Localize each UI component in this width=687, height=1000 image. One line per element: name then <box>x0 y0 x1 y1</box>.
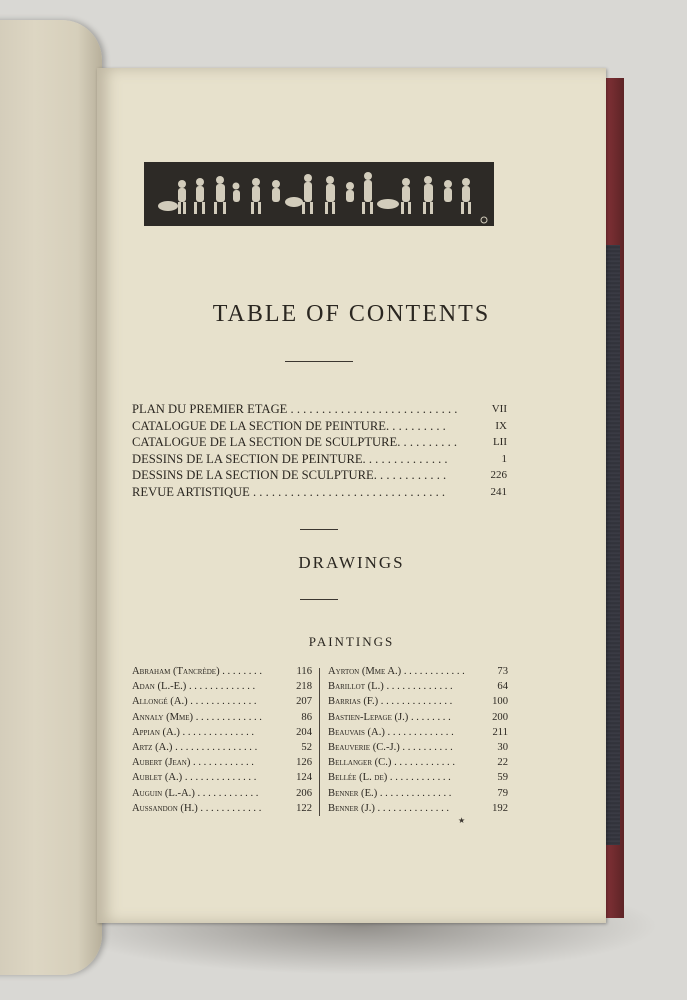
list-item: Bastien-Lepage (J.) . . . . . . . . 200 <box>328 711 508 723</box>
page-title: TABLE OF CONTENTS <box>212 301 491 327</box>
artist-index-right-column <box>328 664 508 816</box>
contents-entry: DESSINS DE LA SECTION DE SCULPTURE. . . . . . . . . . . . 226 <box>132 468 507 483</box>
list-item: Benner (E.) . . . . . . . . . . . . . . 79 <box>328 787 508 799</box>
left-page-edge <box>0 20 102 975</box>
subsection-heading-paintings: PAINTINGS <box>308 634 395 649</box>
contents-list <box>132 401 507 501</box>
contents-entry: REVUE ARTISTIQUE . . . . . . . . . . . . . . . . . . . . . . . . . . . . . . . 241 <box>132 484 507 499</box>
list-item: Benner (J.) . . . . . . . . . . . . . . 192 <box>328 802 508 814</box>
list-item: Beauverie (C.-J.) . . . . . . . . . . 30 <box>328 742 508 754</box>
list-item: Ayrton (Mme A.) . . . . . . . . . . . . 73 <box>328 666 508 677</box>
list-item: Abraham (Tancrède) . . . . . . . . 116 <box>132 666 312 677</box>
list-item: Adan (L.-E.) . . . . . . . . . . . . . 218 <box>132 681 312 693</box>
list-item: Appian (A.) . . . . . . . . . . . . . . 204 <box>132 726 312 738</box>
list-item: Beauvais (A.) . . . . . . . . . . . . . 211 <box>328 726 508 738</box>
divider-rule <box>285 361 353 362</box>
column-divider <box>319 668 320 816</box>
contents-entry: DESSINS DE LA SECTION DE PEINTURE. . . . . . . . . . . . . . 1 <box>132 451 507 466</box>
contents-entry: CATALOGUE DE LA SECTION DE SCULPTURE. . . . . . . . . . LII <box>132 435 507 450</box>
list-item: Auguin (L.-A.) . . . . . . . . . . . . 206 <box>132 787 312 799</box>
artist-index-left-column <box>132 664 312 816</box>
list-item: Aussandon (H.) . . . . . . . . . . . . 122 <box>132 802 312 814</box>
asterisk-ornament: ★ <box>458 816 466 825</box>
list-item: Aublet (A.) . . . . . . . . . . . . . . 124 <box>132 772 312 784</box>
section-heading-drawings: DRAWINGS <box>298 553 405 572</box>
list-item: Bellée (L. de) . . . . . . . . . . . . 59 <box>328 772 508 784</box>
contents-entry: PLAN DU PREMIER ETAGE . . . . . . . . . . . . . . . . . . . . . . . . . . . VII <box>132 402 507 416</box>
list-item: Bellanger (C.) . . . . . . . . . . . . 22 <box>328 757 508 769</box>
book-page <box>97 68 606 923</box>
list-item: Artz (A.) . . . . . . . . . . . . . . . . 52 <box>132 742 312 754</box>
decorative-frieze <box>144 162 494 226</box>
list-item: Aubert (Jean) . . . . . . . . . . . . 126 <box>132 757 312 769</box>
list-item: Allongé (A.) . . . . . . . . . . . . . 207 <box>132 696 312 708</box>
contents-entry: CATALOGUE DE LA SECTION DE PEINTURE. . . . . . . . . . IX <box>132 418 507 433</box>
divider-rule <box>300 599 338 600</box>
frieze-figures-illustration <box>144 162 494 226</box>
list-item: Annaly (Mme) . . . . . . . . . . . . . 86 <box>132 711 312 723</box>
list-item: Barillot (L.) . . . . . . . . . . . . . 64 <box>328 681 508 693</box>
list-item: Barrias (F.) . . . . . . . . . . . . . . 100 <box>328 696 508 708</box>
divider-rule <box>300 529 338 530</box>
